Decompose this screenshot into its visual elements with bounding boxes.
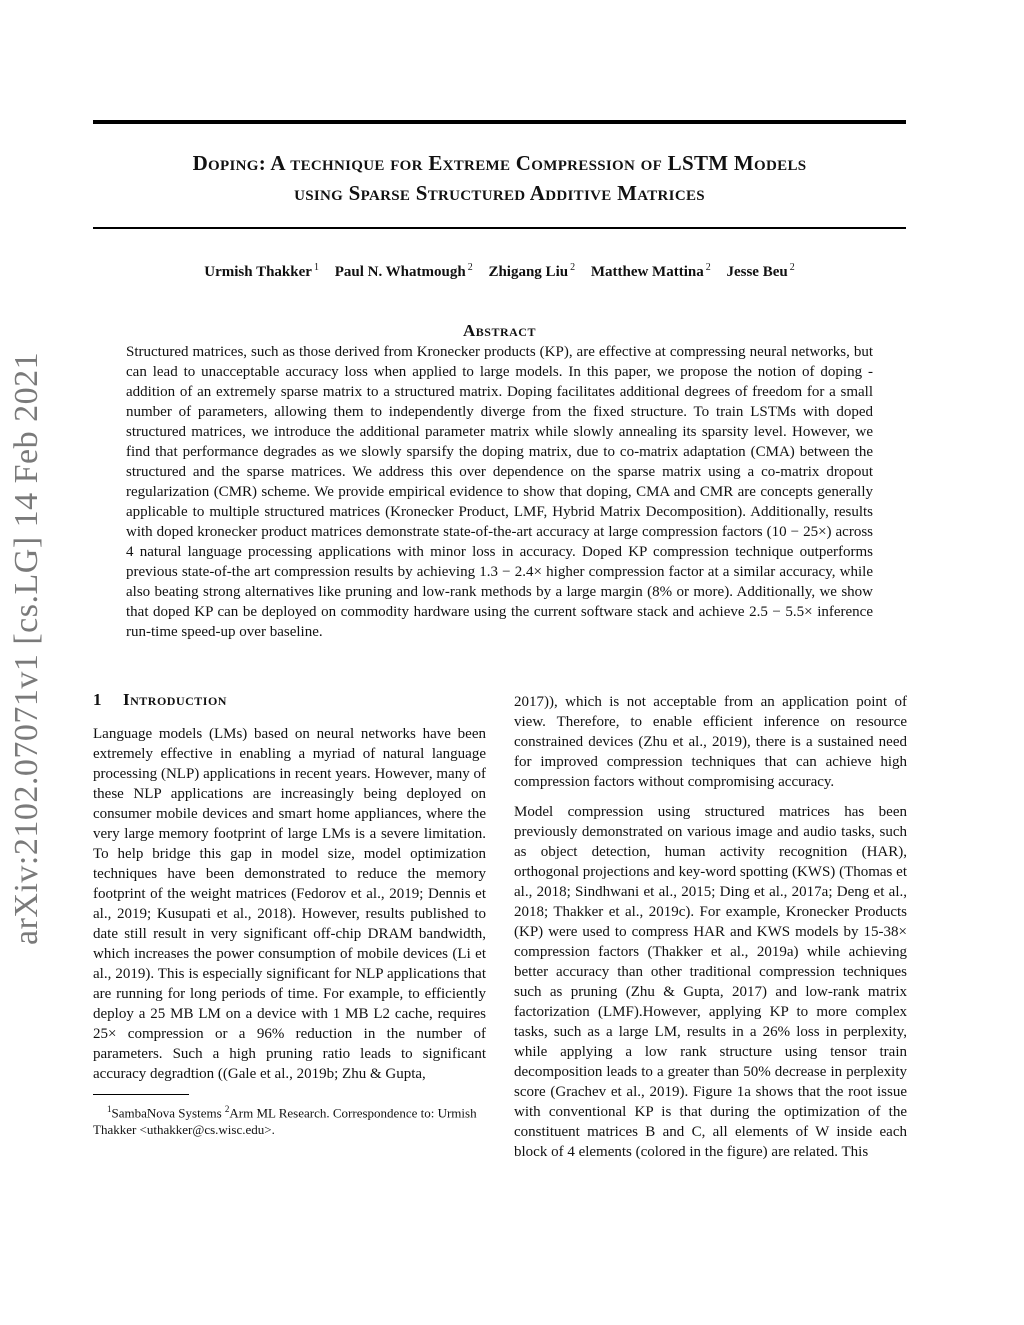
right-column: [514, 692, 907, 1162]
intro-paragraph-3: Model compression using structured matrices has been previously demonstrated on various image and audio tasks, such as object detection, human activity recognition (HAR), orthogonal projections and key-word spotting (KWS) (Thomas et al., 2018; Sindhwani et al., 2015; Ding et al., 2017a; Deng et al., 2018; Thakker et al., 2019c). For example, Kronecker Products (KP) were used to compress HAR and KWS models by 15-38× compression factors (Thakker et al., 2019a) while achieving better accuracy than other traditional compression techniques such as pruning (Zhu & Gupta, 2017) and low-rank matrix factorization (LMF).However, applying KP to more complex tasks, such as a large LM, results in a 26% loss in perplexity, while applying a low rank structure using tensor train decomposition leads to a greater than 50% decrease in perplexity score (Grachev et al., 2019). Figure 1a shows that the root issue with conventional KP is that during the optimization of the constituent matrices B and C, all elements of W inside each block of 4 elements (colored in the figure) are related. This: [514, 804, 907, 1160]
author-affiliation-mark: 1: [313, 262, 319, 273]
author-affiliation-mark: 2: [467, 262, 473, 273]
intro-paragraph-2: 2017)), which is not acceptable from an application point of view. Therefore, to enable efficient inference on resource constrained devices (Zhu et al., 2019), there is a sustained need for improved compression techniques that can achieve high compression factors without compromising accuracy.: [514, 694, 907, 790]
author-affiliation-mark: 2: [789, 262, 795, 273]
author-affiliation-mark: 2: [570, 262, 576, 273]
intro-paragraph-1: Language models (LMs) based on neural networks have been extremely effective in enabling a myriad of natural language processing (NLP) applications in recent years. However, many of these NLP applications are increasingly being deployed on consumer mobile devices and smart home appliances, where the very large memory footprint of large LMs is a severe limitation. To help bridge this gap in model size, model optimization techniques have been demonstrated to reduce the memory footprint of the weight matrices (Fedorov et al., 2019; Dennis et al., 2019; Kusupati et al., 2018). However, results published to date still result in very significant off-chip DRAM bandwidth, which increases the power consumption of mobile devices (Li et al., 2019). This is especially significant for NLP applications that are running for long periods of time. For example, to efficiently deploy a 25 MB LM on a device with 1 MB L2 cache, requires 25× compression or a 96% reduction in the number of parameters. Such a high pruning ratio leads to significant accuracy degradtion ((Gale et al., 2019b; Zhu & Gupta,: [93, 726, 486, 1082]
section-number: 1: [93, 690, 102, 709]
author-name: Paul N. Whatmough: [334, 264, 466, 280]
footnote-correspondence: Correspondence to: Urmish Thakker <uthakker@cs.wisc.edu>.: [93, 1105, 477, 1138]
author-name: Jesse Beu: [726, 264, 788, 280]
arxiv-identifier-stamp: arXiv:2102.07071v1 [cs.LG] 14 Feb 2021: [8, 351, 45, 945]
author: [204, 264, 319, 280]
left-column: [93, 690, 486, 1138]
author: [726, 264, 794, 280]
abstract-heading: Abstract: [463, 321, 536, 340]
author-name: Matthew Mattina: [590, 264, 704, 280]
author: [488, 264, 575, 280]
footnote-affiliation-1: SambaNova Systems: [111, 1105, 222, 1121]
title-line-2: using Sparse Structured Additive Matrices: [294, 181, 705, 205]
footnote-rule: [93, 1094, 189, 1095]
section-heading: [93, 690, 486, 712]
abstract-body: Structured matrices, such as those derived from Kronecker products (KP), are effective at compressing neural networks, but can lead to unacceptable accuracy loss when applied to large models. In this paper, we propose the notion of doping - addition of an extremely sparse matrix to a structured matrix. Doping facilitates additional degrees of freedom for a small number of parameters, allowing them to independently diverge from the fixed structure. To train LSTMs with doped structured matrices, we introduce the additional parameter matrix while slowly annealing its sparsity level. However, we find that performance degrades as we slowly sparsify the doping matrix, due to co-matrix adaptation (CMA) between the structured and the sparse matrices. We address this over dependence on the sparse matrix using a co-matrix dropout regularization (CMR) scheme. We provide empirical evidence to show that doping, CMA and CMR are concepts generally applicable to multiple structured matrices (Kronecker Product, LMF, Hybrid Matrix Decomposition). Additionally, results with doped kronecker product matrices demonstrate state-of-the-art accuracy at large compression factors (10 − 25×) across 4 natural language processing applications with minor loss in accuracy. Doped KP compression technique outperforms previous state-of-the art compression results by achieving 1.3 − 2.4× higher compression factor at a similar accuracy, while also beating strong alternatives like pruning and low-rank methods by a large margin (8% or more). Additionally, we show that doped KP can be deployed on commodity hardware using the current software stack and achieve 2.5 − 5.5× inference run-time speed-up over baseline.: [126, 344, 873, 640]
author: [591, 264, 711, 280]
author-name: Urmish Thakker: [204, 264, 312, 280]
author-name: Zhigang Liu: [488, 264, 569, 280]
affiliation-footnote: $^1$SambaNova Systems $^2$Arm ML Research. Correspondence to: Urmish Thakker <uthakker@cs.wisc.edu>.: [93, 1104, 477, 1138]
author-affiliation-mark: 2: [705, 262, 711, 273]
title-line-1: Doping: A technique for Extreme Compression of LSTM Models: [192, 151, 807, 175]
title-rule-bottom: [93, 227, 906, 229]
section-title: Introduction: [123, 690, 227, 709]
author-list: [93, 262, 906, 281]
author: [335, 264, 473, 280]
paper-title: [93, 148, 906, 208]
footnote-affiliation-2: Arm ML Research.: [229, 1105, 330, 1121]
title-rule-top: [93, 120, 906, 124]
